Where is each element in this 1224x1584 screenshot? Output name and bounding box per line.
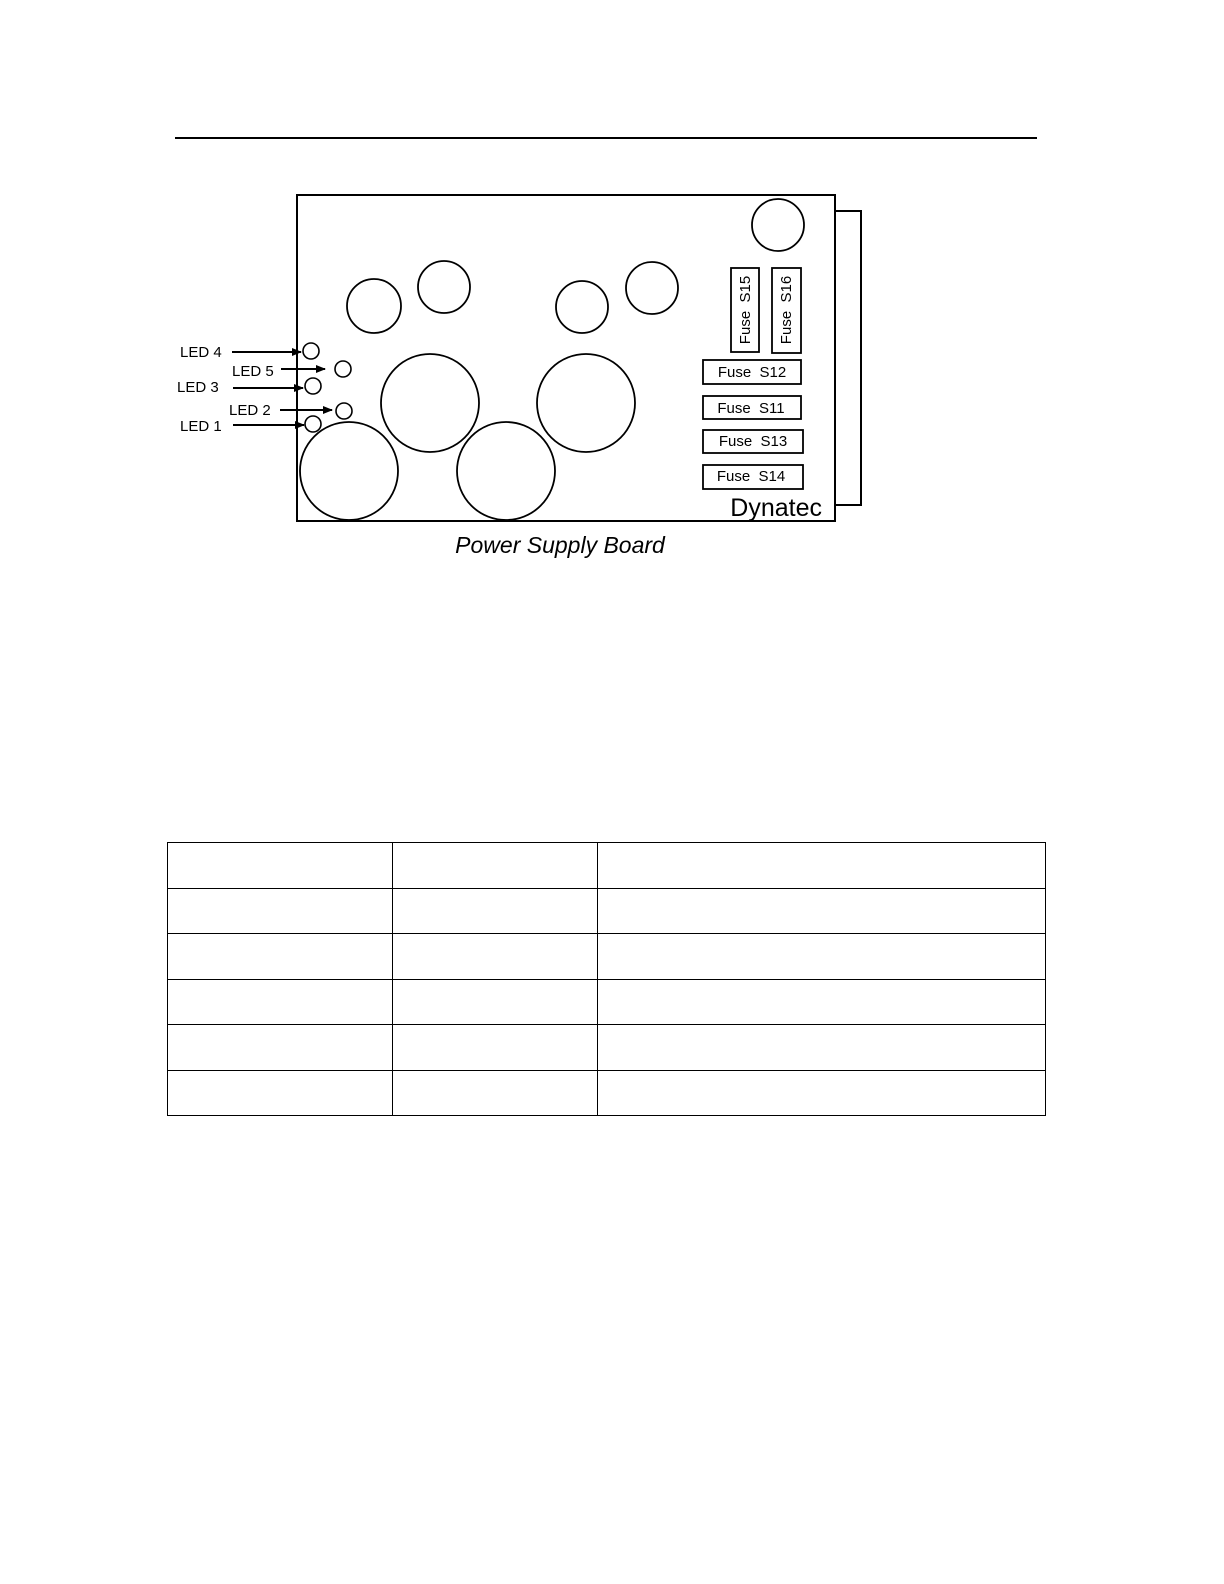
diagram-caption: Power Supply Board: [455, 532, 665, 558]
led-4-indicator: [303, 343, 319, 359]
table-cell: [168, 979, 393, 1025]
table-cell: [598, 1070, 1046, 1116]
table-cell: [393, 934, 598, 980]
led-1-indicator: [305, 416, 321, 432]
table-row: [168, 1025, 1046, 1071]
brand-label: Dynatec: [730, 494, 822, 522]
led-2-indicator: [336, 403, 352, 419]
capacitor-medium-2: [418, 261, 470, 313]
fuse-s14-label: Fuse S14: [716, 468, 786, 485]
led-1-label: LED 1: [180, 418, 222, 435]
led-5-label: LED 5: [232, 363, 274, 380]
table-cell: [598, 934, 1046, 980]
table-row: [168, 843, 1046, 889]
capacitor-large-4: [457, 422, 555, 520]
table-cell: [598, 979, 1046, 1025]
capacitor-large-1: [381, 354, 479, 452]
led-2-label: LED 2: [229, 402, 271, 419]
fuse-s12-label: Fuse S12: [717, 364, 787, 381]
edge-connector: [835, 211, 861, 505]
table-cell: [393, 979, 598, 1025]
table-cell: [168, 934, 393, 980]
table-cell: [393, 1070, 598, 1116]
power-supply-board-diagram: [0, 0, 1224, 600]
table-cell: [168, 843, 393, 889]
fuse-s13-label: Fuse S13: [718, 433, 788, 450]
table-cell: [598, 888, 1046, 934]
capacitor-top-right: [752, 199, 804, 251]
table-cell: [598, 843, 1046, 889]
table-cell: [393, 888, 598, 934]
led-5-indicator: [335, 361, 351, 377]
fuse-s11-label: Fuse S11: [717, 400, 785, 417]
table-row: [168, 1070, 1046, 1116]
fuse-s16-label: Fuse S16: [778, 275, 795, 345]
table-cell: [393, 1025, 598, 1071]
table-cell: [168, 888, 393, 934]
table-cell: [168, 1025, 393, 1071]
capacitor-medium-3: [556, 281, 608, 333]
table-row: [168, 979, 1046, 1025]
blank-table: [167, 842, 1046, 1116]
capacitor-medium-4: [626, 262, 678, 314]
table-row: [168, 888, 1046, 934]
fuse-s15-label: Fuse S15: [737, 275, 754, 345]
capacitor-medium-1: [347, 279, 401, 333]
capacitor-large-2: [537, 354, 635, 452]
table-row: [168, 934, 1046, 980]
table-body: [168, 843, 1046, 1116]
table-cell: [598, 1025, 1046, 1071]
led-4-label: LED 4: [180, 344, 222, 361]
table-cell: [168, 1070, 393, 1116]
capacitor-large-3: [300, 422, 398, 520]
led-3-label: LED 3: [177, 379, 219, 396]
led-3-indicator: [305, 378, 321, 394]
table-cell: [393, 843, 598, 889]
